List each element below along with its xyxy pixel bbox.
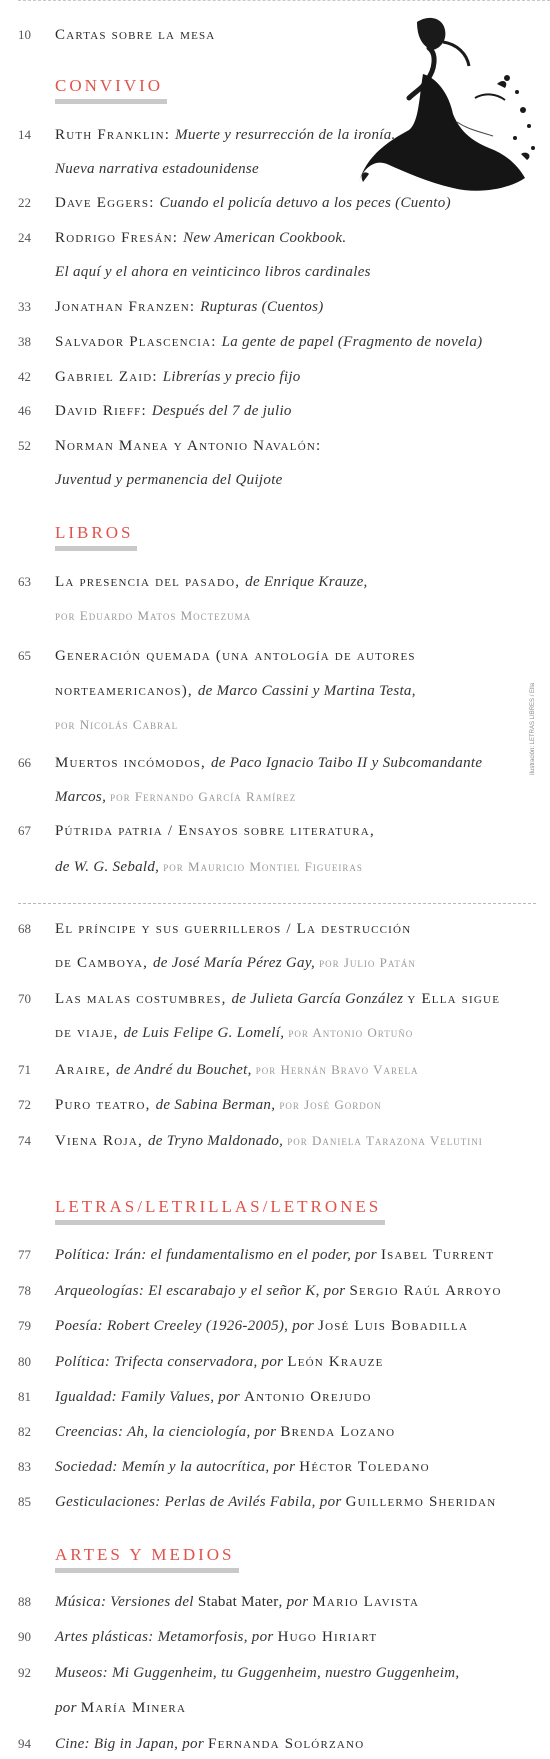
entry-text: [55, 680, 416, 702]
entry-text: [55, 227, 346, 249]
libros-entry: [0, 856, 550, 878]
entry-text: [55, 435, 321, 457]
page-number: 71: [18, 1062, 31, 1077]
entry-segment: Brenda Lozano: [280, 1424, 396, 1440]
entry-segment: Sociedad: Memín y la autocrítica, por: [55, 1459, 300, 1475]
entry-segment: de André du Bouchet,: [115, 1062, 256, 1078]
entry-segment: Rodrigo Fresán:: [55, 230, 184, 246]
entry-segment: de Tryno Maldonado,: [147, 1133, 288, 1149]
entry-segment: Generación quemada (una antología de autores: [55, 648, 416, 664]
letras-entry: [0, 1421, 550, 1443]
entry-segment: de José María Pérez Gay,: [153, 955, 320, 971]
entry-segment: Creencias: Ah, la cienciología, por: [55, 1424, 281, 1440]
woman-illustration: [357, 14, 537, 199]
section-heading-letras: LETRAS/LETRILLAS/LETRONES: [55, 1194, 385, 1225]
entry-text: [55, 1591, 419, 1613]
entry-text: [55, 124, 396, 146]
entry-segment: Arqueologías: El escarabajo y el señor K, por: [55, 1283, 350, 1299]
entry-text: [55, 1059, 419, 1081]
entry-segment: por Daniela Tarazona Velutini: [287, 1133, 483, 1148]
entry-segment: Poesía: Robert Creeley (1926-2005), por: [55, 1318, 319, 1334]
entry-text: [55, 952, 416, 974]
convivio-entry: [0, 227, 550, 249]
entry-segment: de Luis Felipe G. Lomelí,: [123, 1025, 289, 1041]
entry-segment: Cuando el policía detuvo a los peces (Cuento): [159, 195, 451, 211]
libros-entry: [0, 645, 550, 667]
page-number: 83: [18, 1459, 31, 1474]
entry-segment: por: [55, 1700, 81, 1716]
convivio-entry: [0, 435, 550, 457]
libros-entry: [0, 918, 550, 940]
entry-segment: de Paco Ignacio Taibo II y Subcomandante: [210, 755, 483, 771]
entry-segment: y Ella sigue: [407, 991, 501, 1007]
entry-text: [55, 331, 482, 353]
page-number: 14: [18, 127, 31, 142]
entry-segment: Jonathan Franzen:: [55, 299, 201, 315]
entry-text: [55, 752, 482, 774]
entry-segment: Artes plásticas: Metamorfosis, por: [55, 1629, 278, 1645]
artes-entry: [0, 1697, 550, 1719]
entry-segment: Muertos incómodos,: [55, 755, 211, 771]
entry-segment: New American Cookbook.: [183, 230, 347, 246]
entry-text: [55, 1733, 364, 1755]
page-number: 66: [18, 755, 31, 770]
entry-segment: Viena Roja,: [55, 1133, 148, 1149]
entry-segment: por Julio Patán: [319, 955, 416, 970]
entry-segment: David Rieff:: [55, 403, 152, 419]
libros-entry: [0, 1022, 550, 1044]
libros-entry: [0, 1130, 550, 1152]
page-number: 68: [18, 921, 31, 936]
page-number: 74: [18, 1133, 31, 1148]
convivio-entry: [0, 261, 550, 283]
entry-segment: Rupturas (Cuentos): [200, 299, 324, 315]
entry-text: [55, 1094, 382, 1116]
artes-entry: [0, 1626, 550, 1648]
entry-segment: Gesticulaciones: Perlas de Avilés Fabila, por: [55, 1494, 346, 1510]
libros-entry: [0, 680, 550, 702]
entry-text: [55, 158, 259, 180]
entry-segment: Ruth Franklin:: [55, 127, 176, 143]
page-number: 70: [18, 991, 31, 1006]
entry-segment: norteamericanos),: [55, 683, 198, 699]
top-dashed-rule: [18, 0, 550, 1]
entry-segment: Juventud y permanencia del Quijote: [55, 472, 283, 488]
entry-segment: por Hernán Bravo Varela: [255, 1062, 419, 1077]
entry-text: [55, 469, 283, 491]
artes-entry: [0, 1591, 550, 1613]
page-number: 63: [18, 574, 31, 589]
libros-entry: [0, 1059, 550, 1081]
entry-segment: Las malas costumbres,: [55, 991, 232, 1007]
page-number: 94: [18, 1736, 31, 1751]
page-number: 82: [18, 1424, 31, 1439]
entry-segment: Antonio Orejudo: [244, 1389, 372, 1405]
entry-segment: por Eduardo Matos Moctezuma: [55, 608, 252, 623]
libros-entry: [0, 786, 550, 808]
letras-entry: [0, 1456, 550, 1478]
page-number: 92: [18, 1665, 31, 1680]
convivio-entry: [0, 469, 550, 491]
entry-segment: El príncipe y sus guerrilleros / La destrucción: [55, 921, 412, 937]
entry-segment: Muerte y resurrección de la ironía.: [175, 127, 396, 143]
entry-segment: de Julieta García González: [231, 991, 408, 1007]
page-number: 72: [18, 1097, 31, 1112]
page-number: 85: [18, 1494, 31, 1509]
entry-segment: Mario Lavista: [312, 1594, 420, 1610]
entry-text: [55, 1280, 502, 1302]
entry-segment: Fernanda Solórzano: [208, 1736, 365, 1752]
libros-entry: [0, 1094, 550, 1116]
letras-entry: [0, 1386, 550, 1408]
page-number: 38: [18, 334, 31, 349]
middle-dashed-rule: [18, 903, 536, 904]
entry-text: [55, 261, 371, 283]
entry-text: [55, 1244, 494, 1266]
entry-segment: Stabat Mater: [197, 1594, 279, 1610]
entry-segment: Héctor Toledano: [299, 1459, 430, 1475]
page-number: 78: [18, 1283, 31, 1298]
entry-segment: José Luis Bobadilla: [318, 1318, 469, 1334]
letras-entry: [0, 1315, 550, 1337]
entry-segment: de Camboya,: [55, 955, 153, 971]
libros-entry: [0, 952, 550, 974]
libros-entry: [0, 820, 550, 842]
artes-entry: [0, 1733, 550, 1755]
entry-segment: Hugo Hiriart: [277, 1629, 378, 1645]
entry-text: [55, 1315, 468, 1337]
entry-segment: por Nicolás Cabral: [55, 717, 179, 732]
page-number: 33: [18, 299, 31, 314]
convivio-entry: [0, 366, 550, 388]
entry-text: [55, 918, 411, 940]
page-number: 79: [18, 1318, 31, 1333]
libros-entry: [0, 605, 550, 627]
entry-text: [55, 988, 500, 1010]
entry-text: [55, 1491, 496, 1513]
entry-segment: Dave Eggers:: [55, 195, 160, 211]
letras-entry: [0, 1351, 550, 1373]
entry-segment: por Fernando García Ramírez: [110, 789, 297, 804]
page-number: 90: [18, 1629, 31, 1644]
entry-segment: Cine: Big in Japan, por: [55, 1736, 209, 1752]
artes-entry: [0, 1662, 550, 1684]
letras-entry: [0, 1280, 550, 1302]
entry-segment: de Enrique Krauze,: [245, 574, 368, 590]
section-heading-convivio: CONVIVIO: [55, 73, 167, 104]
letras-entry: [0, 1244, 550, 1266]
entry-segment: Igualdad: Family Values, por: [55, 1389, 245, 1405]
entry-segment: por José Gordon: [279, 1097, 382, 1112]
entry-segment: Pútrida patria / Ensayos sobre literatura,: [55, 823, 375, 839]
libros-entry: [0, 988, 550, 1010]
section-heading-libros: LIBROS: [55, 520, 137, 551]
entry-text: [55, 1626, 377, 1648]
entry-segment: Araire,: [55, 1062, 116, 1078]
page-number: 88: [18, 1594, 31, 1609]
entry-text: [55, 605, 251, 627]
entry-text: [55, 1351, 384, 1373]
libros-entry: [0, 714, 550, 736]
entry-segment: Isabel Turrent: [380, 1247, 495, 1263]
entry-text: [55, 1386, 372, 1408]
convivio-entry: [0, 331, 550, 353]
entry-segment: Después del 7 de julio: [151, 403, 292, 419]
entry-segment: por Antonio Ortuño: [288, 1025, 414, 1040]
entry-text: [55, 820, 375, 842]
page-number: 80: [18, 1354, 31, 1369]
entry-segment: Salvador Plascencia:: [55, 334, 222, 350]
entry-segment: Librerías y precio fijo: [162, 369, 301, 385]
entry-segment: Cartas sobre la mesa: [55, 27, 216, 43]
page-number: 67: [18, 823, 31, 838]
page-number: 24: [18, 230, 31, 245]
entry-text: [55, 1662, 459, 1684]
entry-segment: María Minera: [80, 1700, 187, 1716]
entry-segment: de W. G. Sebald,: [55, 859, 164, 875]
entry-text: [55, 366, 301, 388]
entry-segment: El aquí y el ahora en veinticinco libros cardinales: [55, 264, 371, 280]
entry-text: [55, 1456, 430, 1478]
entry-text: [55, 296, 324, 318]
libros-entry: [0, 571, 550, 593]
illustration-credit: Ilustración: LETRAS LIBRES / Ella: [530, 682, 536, 775]
entry-text: [55, 786, 296, 808]
entry-segment: León Krauze: [287, 1354, 384, 1370]
entry-text: [55, 400, 292, 422]
entry-text: [55, 1130, 483, 1152]
page-number: 65: [18, 648, 31, 663]
entry-segment: La presencia del pasado,: [55, 574, 246, 590]
libros-entry: [0, 752, 550, 774]
entry-text: [55, 1421, 395, 1443]
entry-segment: La gente de papel (Fragmento de novela): [221, 334, 483, 350]
entry-segment: Sergio Raúl Arroyo: [349, 1283, 502, 1299]
entry-text: [55, 714, 178, 736]
page-number: 46: [18, 403, 31, 418]
page-number: 81: [18, 1389, 31, 1404]
entry-segment: de viaje,: [55, 1025, 124, 1041]
entry-segment: Gabriel Zaid:: [55, 369, 163, 385]
entry-segment: Guillermo Sheridan: [345, 1494, 497, 1510]
entry-text: [55, 24, 215, 46]
entry-segment: Norman Manea y Antonio Navalón:: [55, 438, 322, 454]
entry-segment: por Mauricio Montiel Figueiras: [163, 859, 363, 874]
letras-entry: [0, 1491, 550, 1513]
entry-text: [55, 1022, 413, 1044]
entry-segment: Política: Irán: el fundamentalismo en el poder, por: [55, 1247, 381, 1263]
entry-segment: de Sabina Berman,: [155, 1097, 280, 1113]
entry-segment: Política: Trifecta conservadora, por: [55, 1354, 288, 1370]
convivio-entry: [0, 296, 550, 318]
entry-segment: Puro teatro,: [55, 1097, 156, 1113]
entry-segment: Nueva narrativa estadounidense: [55, 161, 259, 177]
page-number: 22: [18, 195, 31, 210]
entry-segment: de Marco Cassini y Martina Testa,: [197, 683, 416, 699]
entry-segment: , por: [278, 1594, 313, 1610]
page-number: 52: [18, 438, 31, 453]
entry-text: [55, 645, 416, 667]
page-number: 77: [18, 1247, 31, 1262]
entry-text: [55, 856, 363, 878]
entry-segment: Marcos,: [55, 789, 111, 805]
entry-text: [55, 1697, 186, 1719]
page-number: 10: [18, 27, 31, 42]
convivio-entry: [0, 400, 550, 422]
page-number: 42: [18, 369, 31, 384]
entry-segment: Museos: Mi Guggenheim, tu Guggenheim, nuestro Guggenheim,: [55, 1665, 460, 1681]
entry-text: [55, 571, 368, 593]
entry-segment: Música: Versiones del: [55, 1594, 198, 1610]
section-heading-artes: ARTES Y MEDIOS: [55, 1542, 239, 1573]
